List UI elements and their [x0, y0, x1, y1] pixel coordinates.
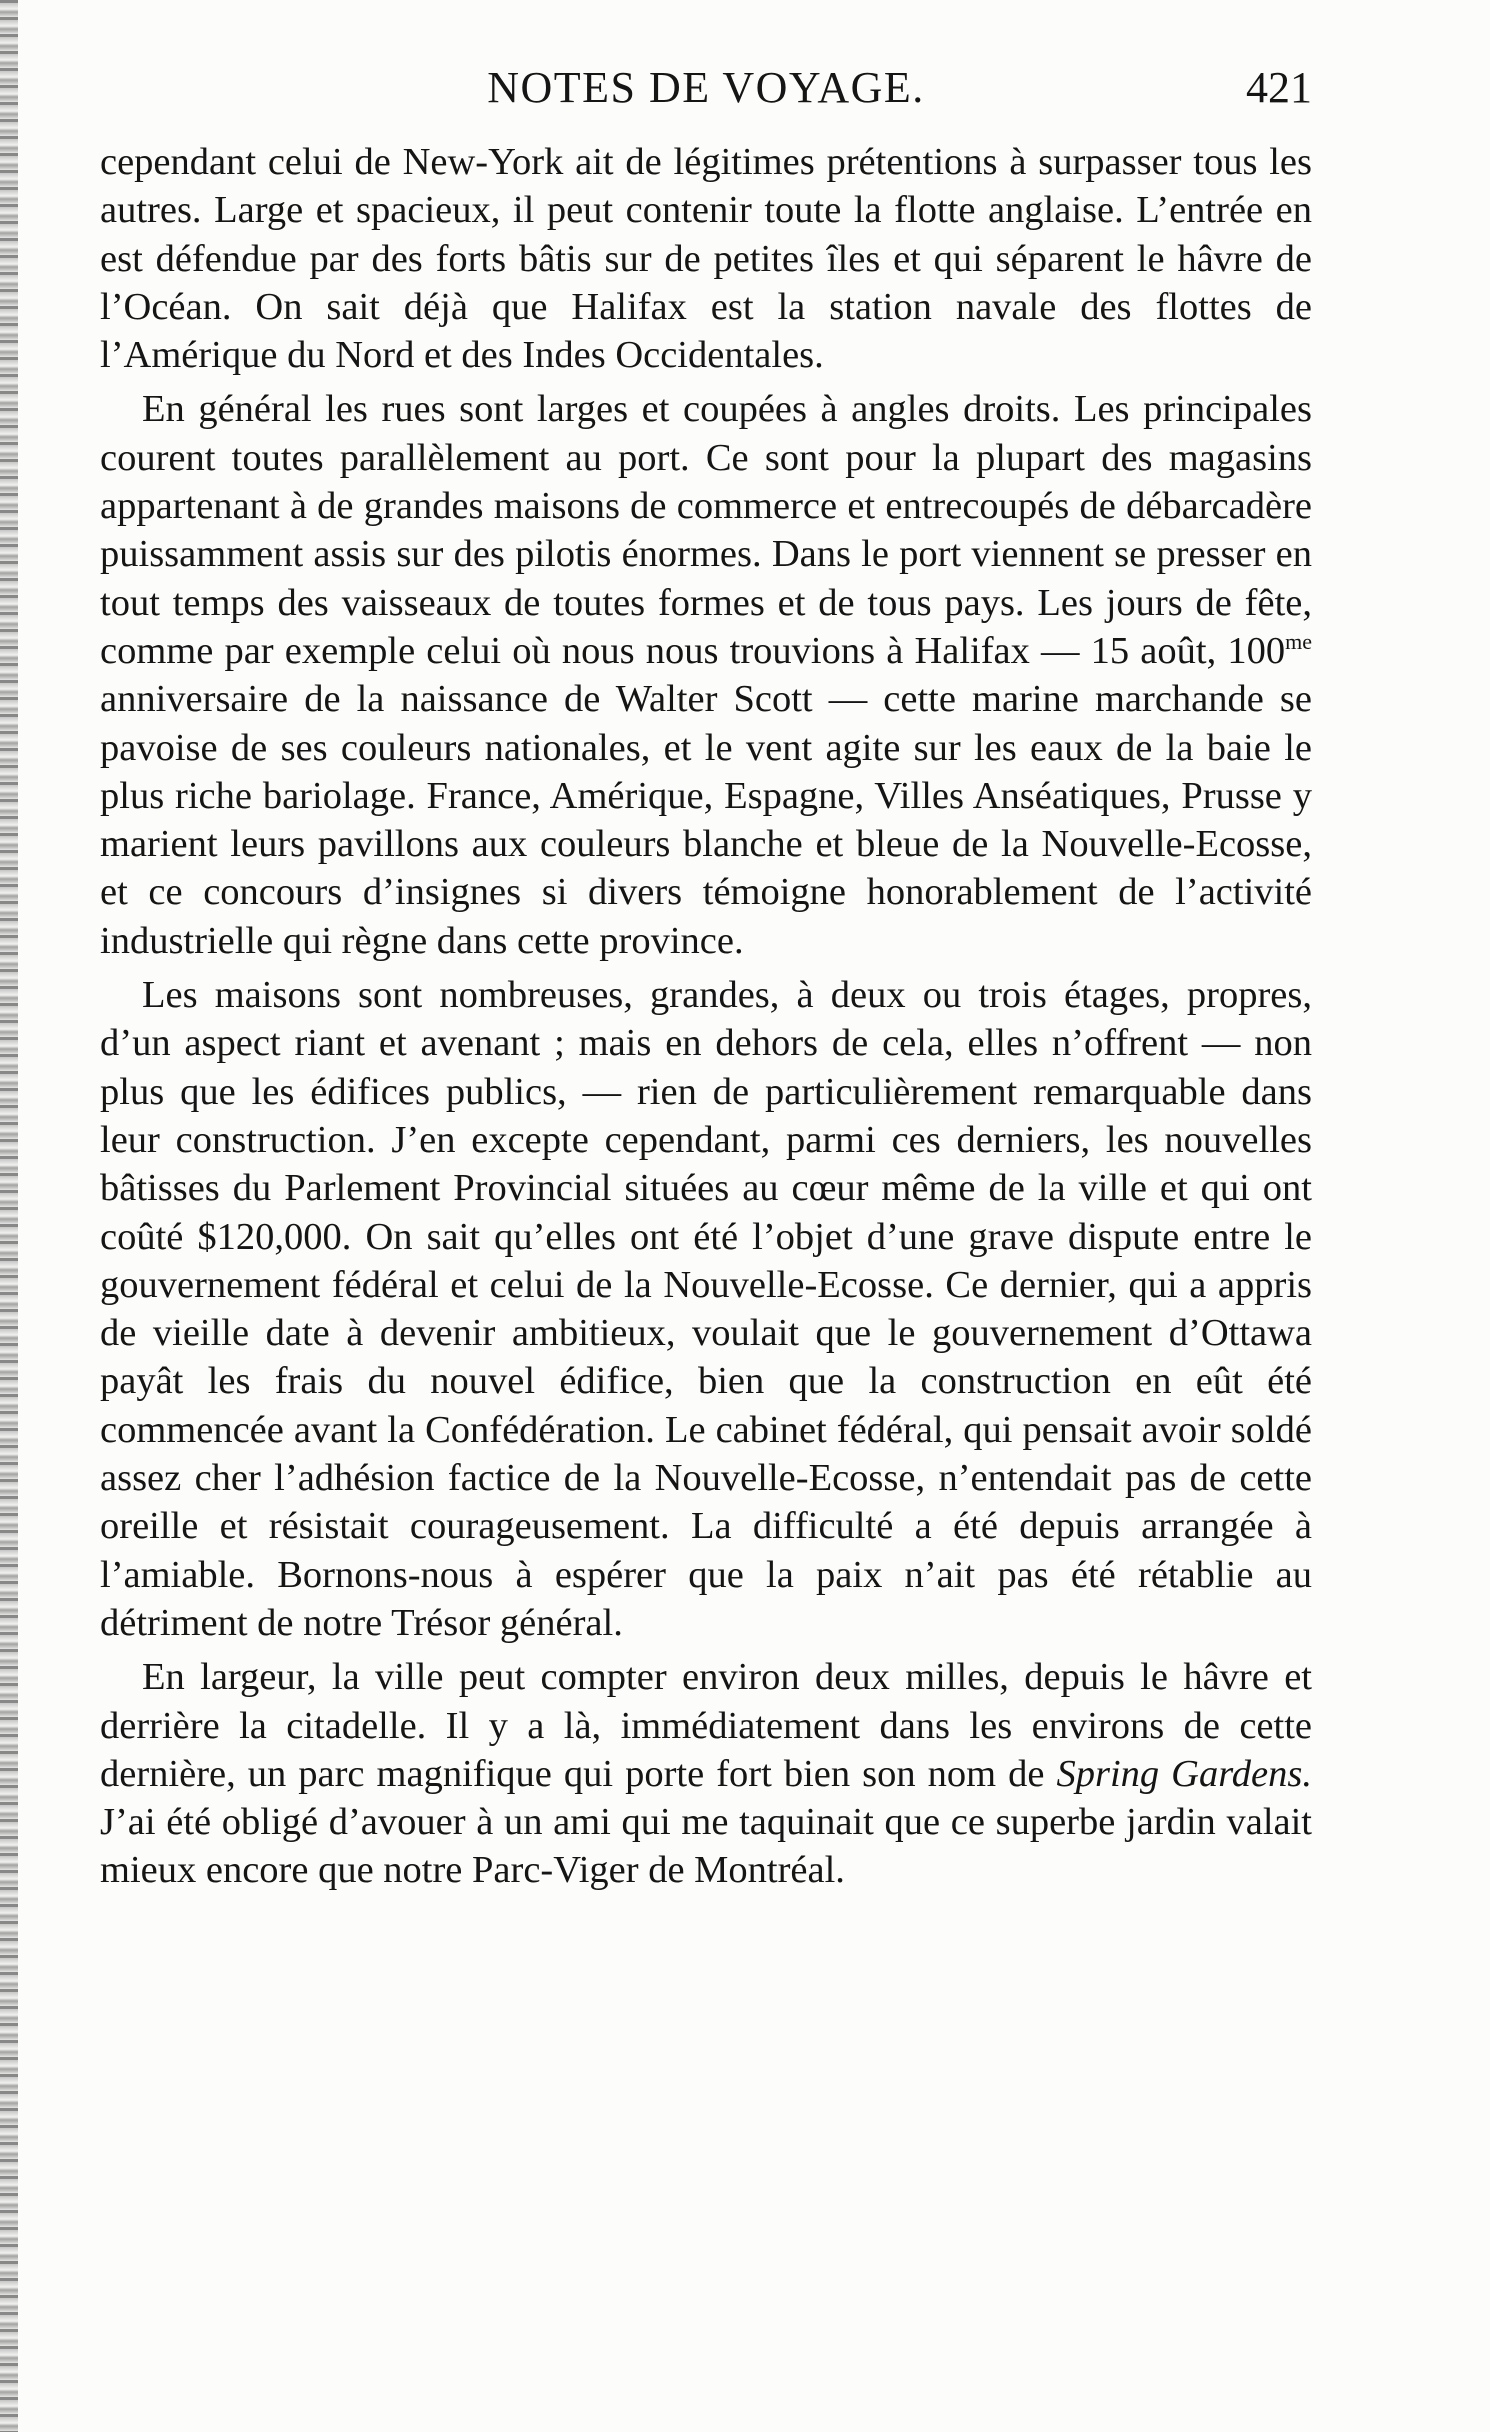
body-text: [100, 138, 1312, 1901]
paragraph-3: Les maisons sont nombreuses, grandes, à deux ou trois étages, propres, d’un aspect riant et avenant ; mais en dehors de cela, elles n’offrent — non plus que les édifices publics, — rien de particulièrement remarquable dans leur construction. J’en excepte cependant, parmi ces derniers, les nouvelles bâtisses du Parlement Provincial situées au cœur même de la ville et qui ont coûté $120,000. On sait qu’elles ont été l’objet d’une grave dispute entre le gouvernement fédéral et celui de la Nouvelle-Ecosse. Ce dernier, qui a appris de vieille date à devenir ambitieux, voulait que le gouvernement d’Ottawa payât les frais du nouvel édifice, bien que la construction en eût été commencée avant la Confédération. Le cabinet fédéral, qui pensait avoir soldé assez cher l’adhésion factice de la Nouvelle-Ecosse, n’entendait pas de cette oreille et résistait courageusement. La difficulté a été depuis arrangée à l’amiable. Bornons-nous à espérer que la paix n’ait pas été rétablie au détriment de notre Trésor général.: [100, 974, 1312, 1644]
italic-park-name: Spring Gardens.: [1056, 1752, 1312, 1795]
running-title: NOTES DE VOYAGE.: [487, 63, 925, 112]
paragraph-4-part-b: J’ai été obligé d’avouer à un ami qui me taquinait que ce superbe jardin valait mieux encore que notre Parc-Viger de Montréal.: [100, 1801, 1312, 1892]
page-gutter-edge: [0, 0, 18, 2432]
ordinal-superscript: me: [1285, 628, 1312, 654]
paragraph-4: [100, 1653, 1312, 1894]
paragraph-4-part-a: En largeur, la ville peut compter environ deux milles, depuis le hâvre et derrière la citadelle. Il y a là, immédiatement dans les environs de cette dernière, un parc magnifique qui porte fort bien son nom de: [100, 1656, 1312, 1795]
paragraph-1: cependant celui de New-York ait de légitimes prétentions à surpasser tous les autres. Large et spacieux, il peut contenir toute la flotte anglaise. L’entrée en est défendue par des forts bâtis sur de petites îles et qui séparent le hâvre de l’Océan. On sait déjà que Halifax est la station navale des flottes de l’Amérique du Nord et des Indes Occidentales.: [100, 141, 1312, 377]
paragraph-2-part-a: En général les rues sont larges et coupées à angles droits. Les principales courent toutes parallèlement au port. Ce sont pour la plupart des magasins appartenant à de grandes maisons de commerce et entrecoupés de débarcadère puissamment assis sur des pilotis énormes. Dans le port viennent se presser en tout temps des vaisseaux de toutes formes et de tous pays. Les jours de fête, comme par exemple celui où nous nous trouvions à Halifax — 15 août, 100: [100, 388, 1312, 672]
paragraph-2-part-b: anniversaire de la naissance de Walter Scott — cette marine marchande se pavoise de ses couleurs nationales, et le vent agite sur les eaux de la baie le plus riche bariolage. France, Amérique, Espagne, Villes Anséatiques, Prusse y marient leurs pavillons aux couleurs blanche et bleue de la Nouvelle-Ecosse, et ce concours d’insignes si divers témoigne honorablement de l’activité industrielle qui règne dans cette province.: [100, 678, 1312, 962]
page-number: 421: [1246, 63, 1312, 112]
paragraph-2: [100, 385, 1312, 965]
page-header: [100, 58, 1312, 118]
